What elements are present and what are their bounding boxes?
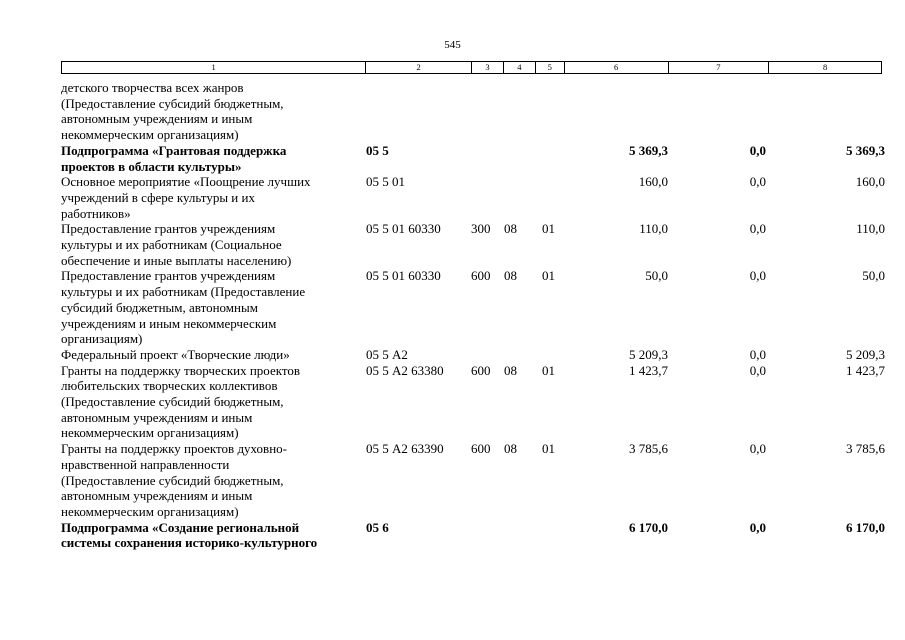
row-code: 05 5 А2 63380: [366, 362, 444, 378]
row-name-line: автономным учреждениям и иным: [61, 409, 253, 425]
row-name: [61, 441, 366, 520]
row-value-final: [766, 80, 885, 143]
row-name: [61, 143, 366, 174]
row-value-total: 110,0: [639, 221, 668, 237]
row-name-line: системы сохранения историко-культурного: [61, 535, 318, 551]
row-value-change: 0,0: [749, 362, 766, 378]
row-value-total: 1 423,7: [629, 362, 668, 378]
row-section: 08: [504, 362, 517, 378]
row-name-line: Гранты на поддержку проектов духовно-: [61, 441, 287, 457]
row-name-line: культуры и их работникам (Предоставление: [61, 284, 306, 300]
row-expense-type: [471, 520, 504, 551]
row-code: 05 5 А2: [366, 346, 408, 362]
column-header-1: 1: [62, 62, 366, 73]
row-code: 05 5: [366, 142, 389, 158]
column-header-5: 5: [536, 62, 565, 73]
column-header-6: 6: [565, 62, 669, 73]
row-subsection: [542, 143, 564, 174]
table-row: [61, 221, 891, 268]
row-name-line: обеспечение и иные выплаты населению): [61, 252, 292, 268]
row-name: [61, 363, 366, 442]
row-subsection: 01: [542, 441, 555, 457]
row-section: 08: [504, 221, 517, 237]
row-value-total: 5 209,3: [629, 346, 668, 362]
row-value-total: 3 785,6: [629, 441, 668, 457]
row-name-line: Предоставление грантов учреждениям: [61, 221, 276, 237]
row-subsection: 01: [542, 221, 555, 237]
row-expense-type: 600: [471, 362, 491, 378]
row-name-line: Предоставление грантов учреждениям: [61, 268, 276, 284]
row-code: 05 5 01 60330: [366, 221, 441, 237]
row-code: [366, 80, 471, 143]
row-name-line: Подпрограмма «Грантовая поддержка: [61, 142, 287, 158]
column-header-row: [61, 61, 882, 74]
row-value-total: 6 170,0: [629, 519, 668, 535]
column-header-8: 8: [823, 62, 828, 72]
row-name-line: нравственной направленности: [61, 456, 230, 472]
row-name: [61, 268, 366, 347]
row-section: 08: [504, 268, 517, 284]
row-code: 05 5 01: [366, 174, 405, 190]
row-value-change: 0,0: [749, 519, 766, 535]
row-value-change: 0,0: [749, 441, 766, 457]
table-row: [61, 143, 891, 174]
row-subsection: [542, 174, 564, 221]
row-name-line: детского творчества всех жанров: [61, 80, 244, 95]
row-value-total: 5 369,3: [629, 142, 668, 158]
row-section: [504, 143, 542, 174]
table-row: [61, 441, 891, 520]
row-value-total: [564, 80, 668, 143]
column-header-3: 3: [472, 62, 504, 73]
row-value-final: 6 170,0: [846, 519, 885, 535]
row-section: [504, 174, 542, 221]
table-row: [61, 268, 891, 347]
row-name: [61, 174, 366, 221]
row-subsection: [542, 80, 564, 143]
row-expense-type: [471, 143, 504, 174]
row-value-change: 0,0: [749, 142, 766, 158]
row-section: [504, 347, 542, 363]
row-code: 05 6: [366, 519, 389, 535]
row-name-line: некоммерческим организациям): [61, 503, 239, 519]
row-value-final: 110,0: [856, 221, 885, 237]
row-expense-type: [471, 347, 504, 363]
row-value-total: 160,0: [638, 174, 668, 190]
row-name-line: учреждений в сфере культуры и их: [61, 189, 255, 205]
row-value-change: 0,0: [749, 346, 766, 362]
row-subsection: 01: [542, 268, 555, 284]
row-name-line: (Предоставление субсидий бюджетным,: [61, 95, 284, 111]
row-name-line: учреждениям и иным некоммерческим: [61, 315, 277, 331]
row-name-line: Гранты на поддержку творческих проектов: [61, 362, 301, 378]
table-row: [61, 80, 891, 143]
row-name-line: проектов в области культуры»: [61, 158, 242, 174]
row-name-line: автономным учреждениям и иным: [61, 111, 253, 127]
table-row: [61, 347, 891, 363]
page-number: 545: [444, 39, 461, 51]
row-name: [61, 347, 366, 363]
row-name-line: субсидий бюджетным, автономным: [61, 299, 258, 315]
row-name-line: автономным учреждениям и иным: [61, 488, 253, 504]
row-name-line: культуры и их работникам (Социальное: [61, 237, 282, 253]
table-row: [61, 520, 891, 551]
row-name: [61, 221, 366, 268]
row-value-final: 3 785,6: [846, 441, 885, 457]
row-name-line: работников»: [61, 205, 131, 221]
row-name: [61, 520, 366, 551]
row-section: [504, 80, 542, 143]
row-name-line: Федеральный проект «Творческие люди»: [61, 346, 290, 362]
row-expense-type: 600: [471, 268, 491, 284]
table-row: [61, 174, 891, 221]
row-name-line: Подпрограмма «Создание региональной: [61, 519, 300, 535]
row-value-final: 5 209,3: [846, 346, 885, 362]
row-section: [504, 520, 542, 551]
row-value-final: 160,0: [855, 174, 885, 190]
row-name: [61, 80, 366, 143]
row-name-line: (Предоставление субсидий бюджетным,: [61, 394, 284, 410]
row-subsection: [542, 347, 564, 363]
budget-table-body: [61, 80, 891, 551]
row-value-change: [668, 80, 766, 143]
row-value-change: 0,0: [749, 174, 766, 190]
row-value-final: 50,0: [862, 268, 885, 284]
row-name-line: некоммерческим организациям): [61, 425, 239, 441]
row-expense-type: [471, 80, 504, 143]
row-value-change: 0,0: [749, 268, 766, 284]
row-value-change: 0,0: [749, 221, 766, 237]
row-name-line: (Предоставление субсидий бюджетным,: [61, 472, 284, 488]
row-expense-type: 300: [471, 221, 491, 237]
row-code: 05 5 А2 63390: [366, 441, 444, 457]
row-expense-type: [471, 174, 504, 221]
column-header-2: 2: [366, 62, 472, 73]
row-code: 05 5 01 60330: [366, 268, 441, 284]
column-header-7: 7: [669, 62, 770, 73]
row-section: 08: [504, 441, 517, 457]
row-name-line: Основное мероприятие «Поощрение лучших: [61, 174, 311, 190]
row-expense-type: 600: [471, 441, 491, 457]
row-value-final: 1 423,7: [846, 362, 885, 378]
row-subsection: [542, 520, 564, 551]
column-header-4: 4: [504, 62, 536, 73]
row-name-line: любительских творческих коллективов: [61, 378, 278, 394]
row-subsection: 01: [542, 362, 555, 378]
row-name-line: некоммерческим организациям): [61, 127, 239, 143]
row-value-total: 50,0: [645, 268, 668, 284]
row-name-line: организациям): [61, 331, 143, 347]
row-value-final: 5 369,3: [846, 142, 885, 158]
table-row: [61, 363, 891, 442]
